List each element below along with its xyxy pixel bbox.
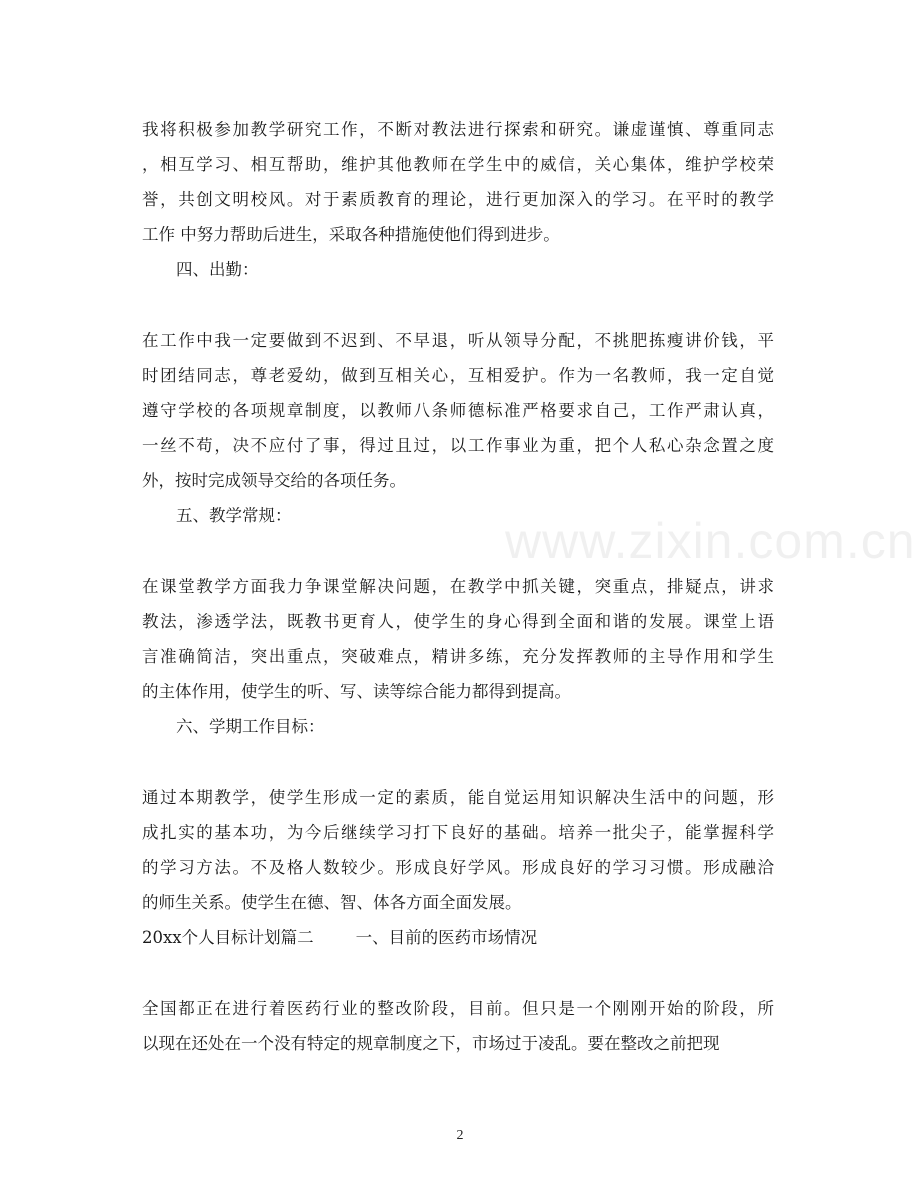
- text-line: 言准确简洁，突出重点，突破难点，精讲多练，充分发挥教师的主导作用和学生: [142, 647, 774, 666]
- text-line: 遵守学校的各项规章制度，以教师八条师德标准严格要求自己，工作严肃认真，: [142, 401, 774, 420]
- paragraph: [142, 323, 774, 498]
- text-line: 通过本期教学，使学生形成一定的素质，能自觉运用知识解决生活中的问题，形: [142, 788, 774, 807]
- paragraph: [142, 780, 774, 920]
- text-line: 外，按时完成领导交给的各项任务。: [142, 471, 406, 490]
- text-line: 的学习方法。不及格人数较少。形成良好学风。形成良好的学习习惯。形成融洽: [142, 858, 774, 877]
- text-line: 的主体作用，使学生的听、写、读等综合能力都得到提高。: [142, 682, 571, 701]
- section-heading: 六、学期工作目标：: [176, 717, 325, 736]
- paragraph: [142, 991, 774, 1061]
- page-number: 2: [456, 1128, 464, 1143]
- text-line: 一丝不苟，决不应付了事，得过且过，以工作事业为重，把个人私心杂念置之度: [142, 436, 774, 455]
- paragraph-spacer: [142, 533, 774, 569]
- text-line: 誉，共创文明校风。对于素质教育的理论，进行更加深入的学习。在平时的教学: [142, 190, 774, 209]
- paragraph: [142, 569, 774, 709]
- text-line: ，相互学习、相互帮助，维护其他教师在学生中的威信，关心集体，维护学校荣: [142, 155, 774, 174]
- watermark: www.zixin.com.cn: [505, 513, 916, 569]
- paragraph: [142, 112, 774, 252]
- text-line: 时团结同志，尊老爱幼，做到互相关心，互相爱护。作为一名教师，我一定自觉: [142, 366, 774, 385]
- text-line: 以现在还处在一个没有特定的规章制度之下，市场过于凌乱。要在整改之前把现: [142, 1034, 720, 1053]
- paragraph-spacer: [142, 287, 774, 323]
- text-line: 成扎实的基本功，为今后继续学习打下良好的基础。培养一批尖子，能掌握科学: [142, 823, 774, 842]
- text-line: 在课堂教学方面我力争课堂解决问题，在教学中抓关键，突重点，排疑点，讲求: [142, 577, 774, 596]
- text-line: 在工作中我一定要做到不迟到、不早退，听从领导分配，不挑肥拣瘦讲价钱，平: [142, 331, 774, 350]
- text-line: 全国都正在进行着医药行业的整改阶段，目前。但只是一个刚刚开始的阶段，所: [142, 999, 774, 1018]
- article-title: 20xx个人目标计划篇二 一、目前的医药市场情况: [142, 928, 538, 947]
- section-heading: 四、出勤：: [176, 260, 259, 279]
- text-line: 的师生关系。使学生在德、智、体各方面全面发展。: [142, 893, 522, 912]
- paragraph-spacer: [142, 744, 774, 780]
- document-body: [142, 112, 774, 1061]
- text-line: 我将积极参加教学研究工作，不断对教法进行探索和研究。谦虚谨慎、尊重同志: [142, 120, 774, 139]
- paragraph-spacer: [142, 955, 774, 991]
- text-line: 教法，渗透学法，既教书更育人，使学生的身心得到全面和谐的发展。课堂上语: [142, 612, 774, 631]
- text-line: 工作 中努力帮助后进生，采取各种措施使他们得到进步。: [142, 225, 560, 244]
- section-heading: 五、教学常规：: [176, 506, 292, 525]
